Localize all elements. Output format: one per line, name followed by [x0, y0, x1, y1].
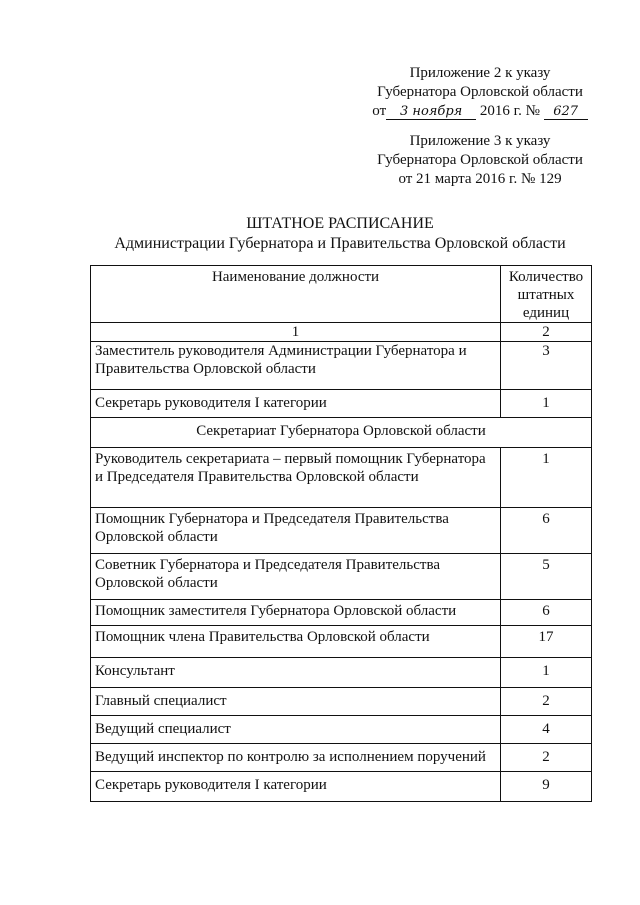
handwritten-number: 627: [544, 105, 588, 120]
count-cell: 2: [501, 744, 592, 772]
count-cell: 4: [501, 716, 592, 744]
appendix-3-line3: от 21 марта 2016 г. № 129: [398, 171, 562, 187]
position-cell: Помощник члена Правительства Орловской области: [91, 626, 501, 658]
staff-table: [90, 265, 592, 802]
position-cell: Руководитель секретариата – первый помощник Губернатора и Председателя Правительства Орловской области: [91, 448, 501, 508]
handwritten-date: 3 ноября: [386, 105, 476, 120]
count-cell: 1: [501, 658, 592, 688]
table-row: [91, 600, 592, 626]
count-cell: 6: [501, 600, 592, 626]
table-row: [91, 390, 592, 418]
section-row: [91, 418, 592, 448]
header-count: Количество штатных единиц: [501, 266, 592, 323]
appendix-2-block: [360, 64, 600, 121]
position-cell: Заместитель руководителя Администрации Губернатора и Правительства Орловской области: [91, 342, 501, 390]
table-row: [91, 626, 592, 658]
column-number-row: [91, 323, 592, 342]
position-cell: Помощник Губернатора и Председателя Правительства Орловской области: [91, 508, 501, 554]
year-and-number-label: 2016 г. №: [479, 103, 540, 119]
position-cell: Секретарь руководителя I категории: [91, 390, 501, 418]
column-number-2: 2: [501, 323, 592, 342]
count-cell: 6: [501, 508, 592, 554]
date-prefix: от: [372, 103, 387, 119]
appendix-2-line2: Губернатора Орловской области: [377, 84, 583, 100]
table-row: [91, 508, 592, 554]
appendix-3-line2: Губернатора Орловской области: [377, 152, 583, 168]
table-row: [91, 342, 592, 390]
appendix-2-line1: Приложение 2 к указу: [409, 65, 551, 81]
count-cell: 1: [501, 448, 592, 508]
position-cell: Ведущий инспектор по контролю за исполнением поручений: [91, 744, 501, 772]
table-row: [91, 744, 592, 772]
header-position: Наименование должности: [91, 266, 501, 323]
position-cell: Консультант: [91, 658, 501, 688]
section-title: Секретариат Губернатора Орловской области: [91, 418, 592, 448]
position-cell: Главный специалист: [91, 688, 501, 716]
count-cell: 17: [501, 626, 592, 658]
appendix-2-date-line: [360, 102, 600, 121]
column-number-1: 1: [91, 323, 501, 342]
document-title-block: [90, 214, 590, 254]
table-header-row: [91, 266, 592, 323]
count-cell: 9: [501, 772, 592, 802]
count-cell: 1: [501, 390, 592, 418]
position-cell: Секретарь руководителя I категории: [91, 772, 501, 802]
table-row: [91, 716, 592, 744]
count-cell: 5: [501, 554, 592, 600]
appendix-3-line1: Приложение 3 к указу: [409, 133, 551, 149]
position-cell: Советник Губернатора и Председателя Правительства Орловской области: [91, 554, 501, 600]
count-cell: 3: [501, 342, 592, 390]
count-cell: 2: [501, 688, 592, 716]
appendix-3-block: [360, 132, 600, 189]
table-row: [91, 448, 592, 508]
table-row: [91, 554, 592, 600]
position-cell: Помощник заместителя Губернатора Орловской области: [91, 600, 501, 626]
table-row: [91, 772, 592, 802]
table-row: [91, 688, 592, 716]
position-cell: Ведущий специалист: [91, 716, 501, 744]
table-row: [91, 658, 592, 688]
document-subtitle: Администрации Губернатора и Правительства Орловской области: [114, 235, 566, 252]
document-title: ШТАТНОЕ РАСПИСАНИЕ: [246, 215, 434, 232]
